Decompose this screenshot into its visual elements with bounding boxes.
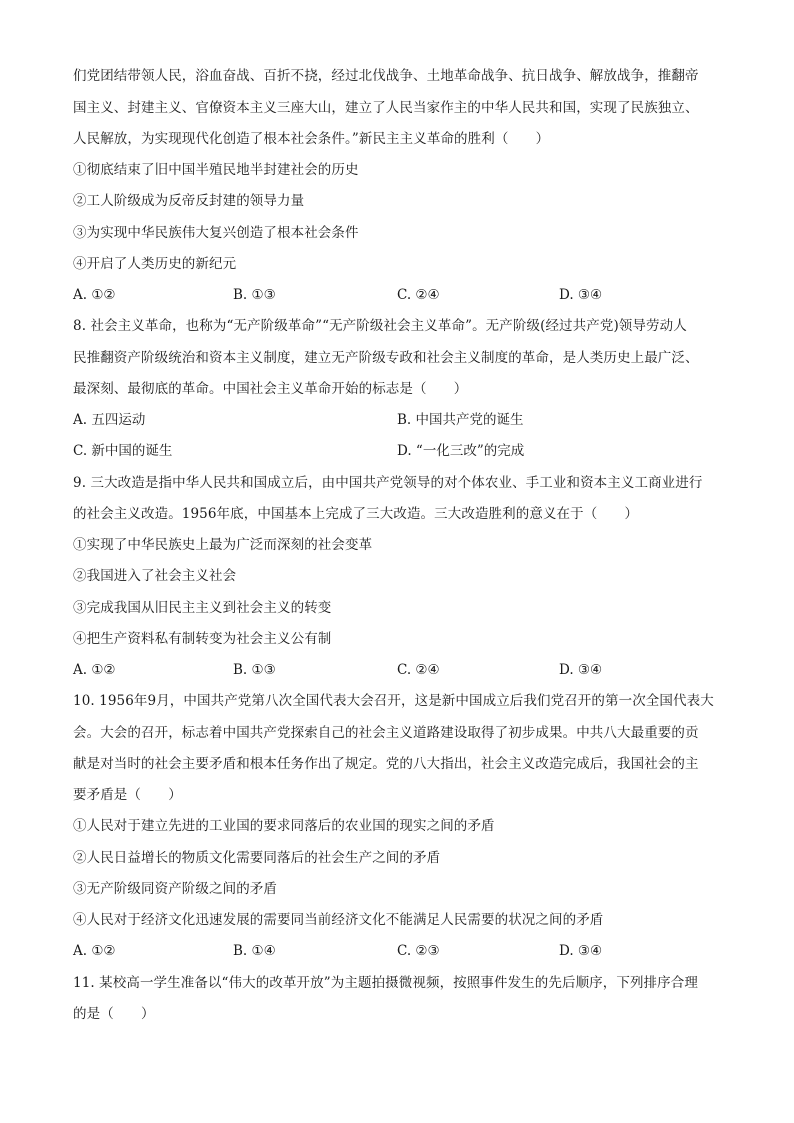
q9-option-b: B. ①③ <box>233 662 276 678</box>
q10-options <box>73 941 723 961</box>
q10-item-3: ③无产阶级同资产阶级之间的矛盾 <box>73 881 277 897</box>
q10-option-b: B. ①④ <box>233 943 276 959</box>
q10-item-4: ④人民对于经济文化迅速发展的需要同当前经济文化不能满足人民需要的状况之间的矛盾 <box>73 912 604 928</box>
q7-option-b: B. ①③ <box>233 287 276 303</box>
q7-stem-line-1: 们党团结带领人民，浴血奋战、百折不挠，经过北伐战争、土地革命战争、抗日战争、解放战争，推翻帝 <box>73 68 699 84</box>
q8-option-d: D. “一化三改”的完成 <box>397 443 525 459</box>
q7-stem-line-2: 国主义、封建主义、官僚资本主义三座大山，建立了人民当家作主的中华人民共和国，实现了民族独立、 <box>73 100 699 116</box>
q10-item-2: ②人民日益增长的物质文化需要同落后的社会生产之间的矛盾 <box>73 850 441 866</box>
q10-stem-line-1: 10. 1956年9月，中国共产党第八次全国代表大会召开，这是新中国成立后我们党召开的第一次全国代表大 <box>73 693 714 709</box>
q7-stem-line-3: 人民解放，为实现现代化创造了根本社会条件。”新民主主义革命的胜利（ ） <box>73 131 550 147</box>
q10-option-d: D. ③④ <box>559 943 603 959</box>
q9-stem-line-2: 的社会主义改造。1956年底，中国基本上完成了三大改造。三大改造胜利的意义在于（ ） <box>73 506 639 522</box>
q9-item-1: ①实现了中华民族史上最为广泛而深刻的社会变革 <box>73 537 373 553</box>
q9-options <box>73 660 723 680</box>
q9-option-d: D. ③④ <box>559 662 603 678</box>
q11-stem-line-2: 的是（ ） <box>73 1006 155 1022</box>
q8-option-a: A. 五四运动 <box>73 412 146 428</box>
q7-option-a: A. ①② <box>73 287 116 303</box>
q8-stem-line-1: 8. 社会主义革命，也称为“无产阶级革命”“无产阶级社会主义革命”。无产阶级(经过共产党)领导劳动人 <box>73 318 687 334</box>
q9-stem-line-1: 9. 三大改造是指中华人民共和国成立后，由中国共产党领导的对个体农业、手工业和资本主义工商业进行 <box>73 475 703 491</box>
q9-item-4: ④把生产资料私有制转变为社会主义公有制 <box>73 631 332 647</box>
q8-option-c: C. 新中国的诞生 <box>73 443 173 459</box>
q11-stem-line-1: 11. 某校高一学生准备以“伟大的改革开放”为主题拍摄微视频，按照事件发生的先后顺序，下列排序合理 <box>73 975 698 991</box>
q8-stem-line-3: 最深刻、最彻底的革命。中国社会主义革命开始的标志是（ ） <box>73 381 468 397</box>
q10-stem-line-3: 献是对当时的社会主要矛盾和根本任务作出了规定。党的八大指出，社会主义改造完成后，我国社会的主 <box>73 756 699 772</box>
q10-option-c: C. ②③ <box>397 943 440 959</box>
q8-option-b: B. 中国共产党的诞生 <box>397 412 524 428</box>
q10-option-a: A. ①② <box>73 943 116 959</box>
q7-option-c: C. ②④ <box>397 287 440 303</box>
q7-item-4: ④开启了人类历史的新纪元 <box>73 256 237 272</box>
q9-option-c: C. ②④ <box>397 662 440 678</box>
q7-option-d: D. ③④ <box>559 287 603 303</box>
q7-item-1: ①彻底结束了旧中国半殖民地半封建社会的历史 <box>73 162 359 178</box>
q9-item-3: ③完成我国从旧民主主义到社会主义的转变 <box>73 600 332 616</box>
q8-options-row-1 <box>73 410 723 430</box>
q7-item-2: ②工人阶级成为反帝反封建的领导力量 <box>73 193 305 209</box>
q7-options <box>73 285 723 305</box>
q10-stem-line-2: 会。大会的召开，标志着中国共产党探索自己的社会主义道路建设取得了初步成果。中共八大最重要的贡 <box>73 725 699 741</box>
q8-stem-line-2: 民推翻资产阶级统治和资本主义制度，建立无产阶级专政和社会主义制度的革命，是人类历史上最广泛、 <box>73 350 699 366</box>
q10-stem-line-4: 要矛盾是（ ） <box>73 787 182 803</box>
q7-item-3: ③为实现中华民族伟大复兴创造了根本社会条件 <box>73 225 359 241</box>
q8-options-row-2 <box>73 441 723 461</box>
q10-item-1: ①人民对于建立先进的工业国的要求同落后的农业国的现实之间的矛盾 <box>73 818 495 834</box>
q9-item-2: ②我国进入了社会主义社会 <box>73 568 237 584</box>
q9-option-a: A. ①② <box>73 662 116 678</box>
